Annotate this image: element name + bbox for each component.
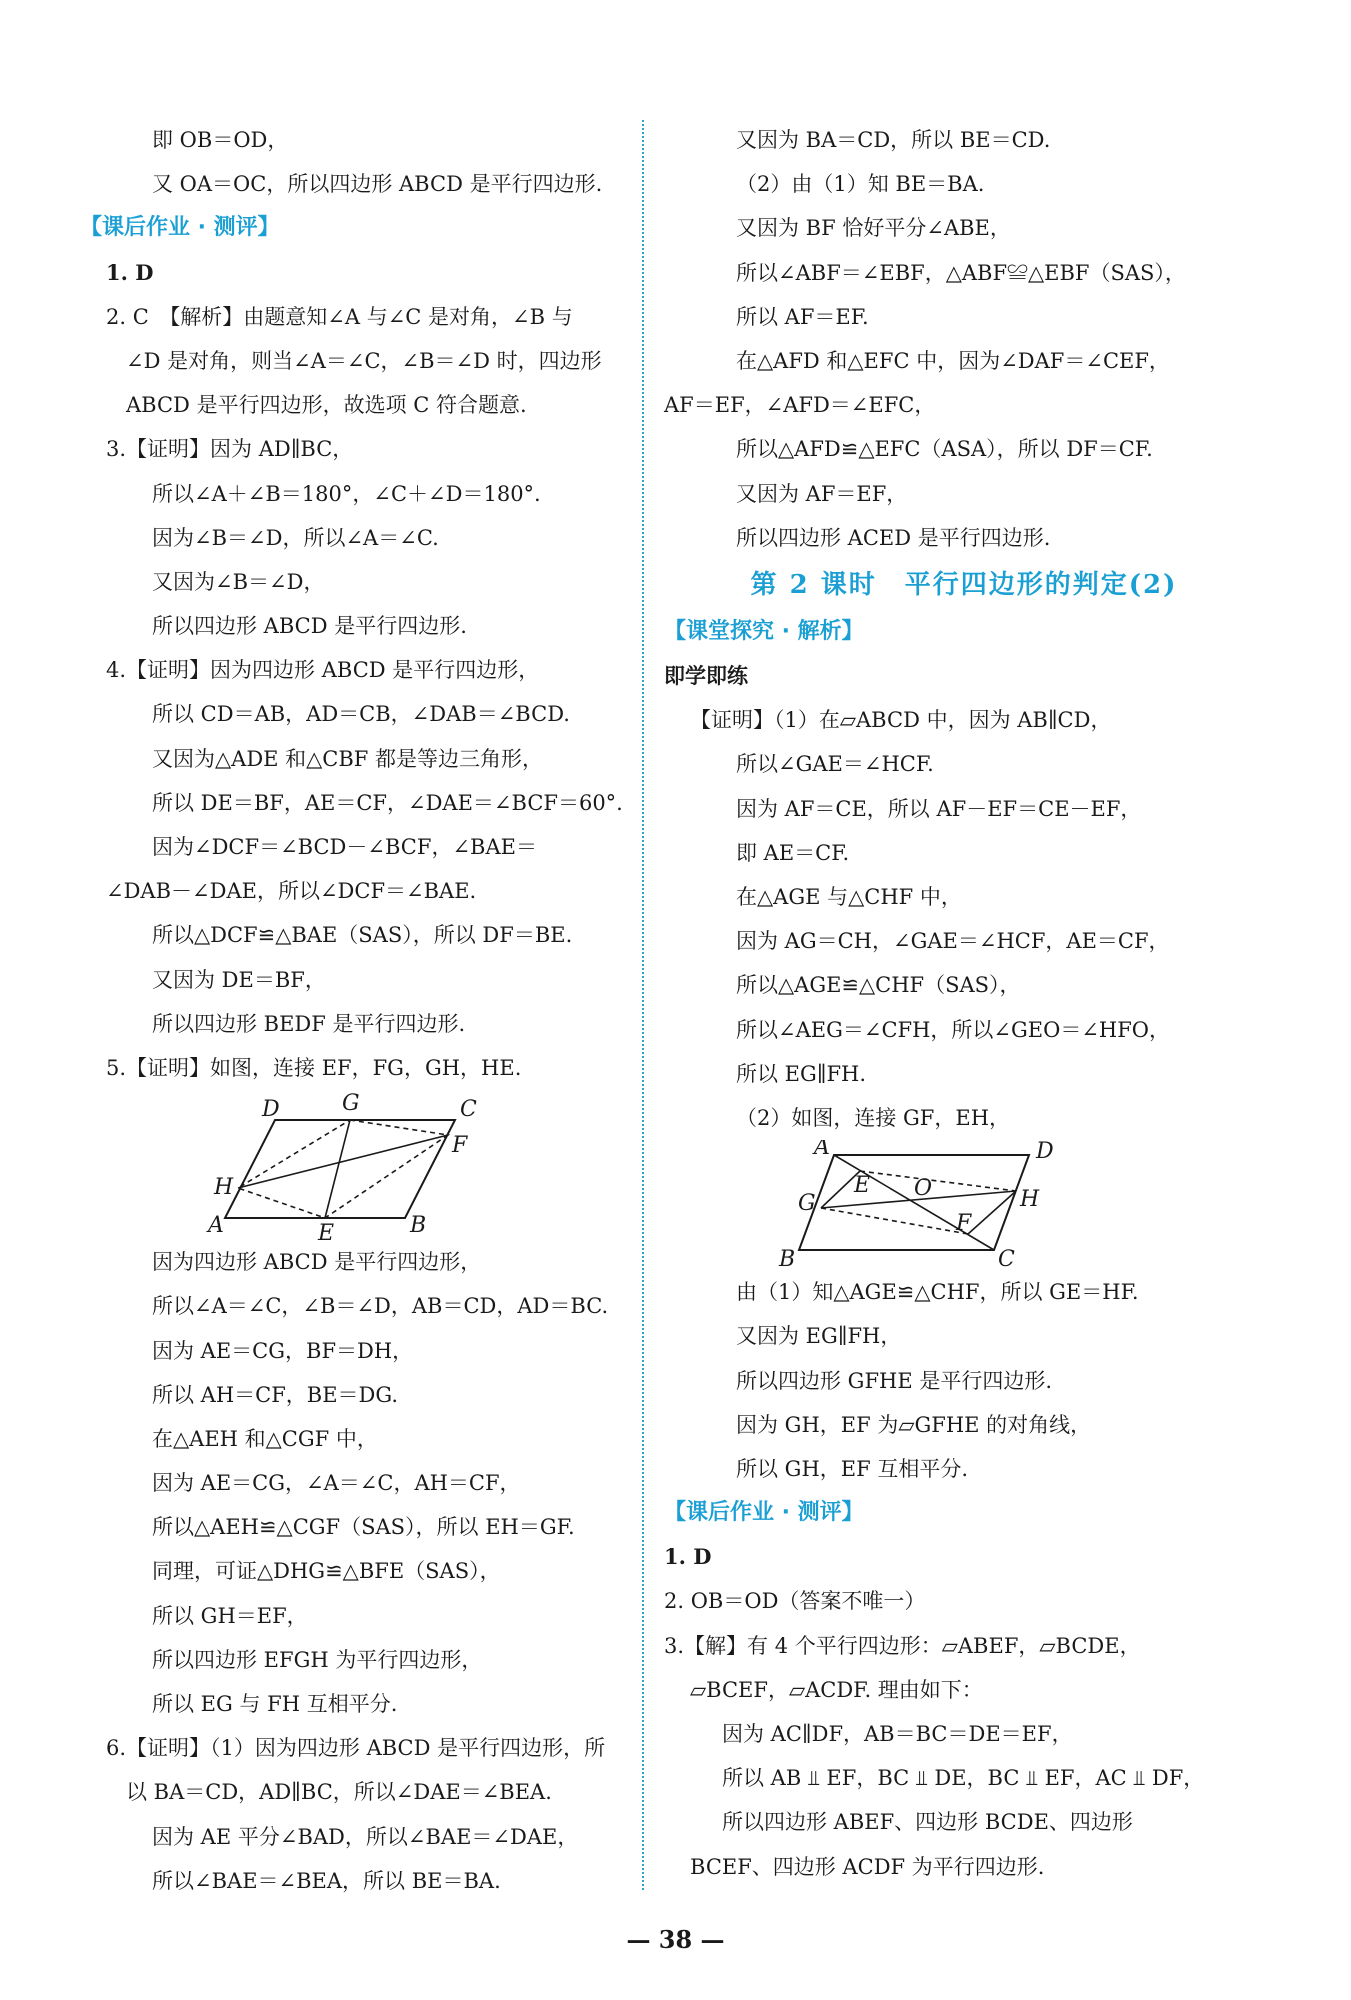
text-line: （2）如图，连接 GF，EH， xyxy=(736,1105,1011,1130)
section-heading: 【课后作业 · 测评】 xyxy=(80,215,280,241)
label-o: O xyxy=(914,1176,933,1202)
text-line: 同理，可证△DHG≌△BFE（SAS）， xyxy=(152,1559,501,1584)
figure-2-svg xyxy=(664,1140,1264,1270)
text-line: 所以∠GAE＝∠HCF. xyxy=(736,752,934,777)
text-line: 所以∠ABF＝∠EBF，△ABF≌△EBF（SAS）， xyxy=(736,260,1186,285)
text-line: 所以 AB ⫫ EF，BC ⫫ DE，BC ⫫ EF，AC ⫫ DF， xyxy=(722,1766,1205,1791)
text-line: 以 BA＝CD，AD∥BC，所以∠DAE＝∠BEA. xyxy=(126,1780,552,1805)
text-line: 因为 AF＝CE，所以 AF－EF＝CE－EF， xyxy=(736,796,1142,821)
text-line: 所以四边形 ABCD 是平行四边形. xyxy=(152,614,467,639)
label-b: B xyxy=(410,1213,427,1239)
text-line: 由（1）知△AGE≌△CHF，所以 GE＝HF. xyxy=(736,1280,1139,1305)
text-line: 又因为 BA＝CD，所以 BE＝CD. xyxy=(736,128,1051,152)
page-number: — 38 — xyxy=(626,1925,725,1954)
label-c: C xyxy=(998,1247,1015,1271)
text-line: 所以△AFD≌△EFC（ASA），所以 DF＝CF. xyxy=(736,437,1153,462)
label-a: A xyxy=(208,1213,224,1239)
section-heading: 【课堂探究 · 解析】 xyxy=(664,618,864,644)
label-e: E xyxy=(318,1221,335,1241)
text-line: 因为∠DCF＝∠BCD－∠BCF，∠BAE＝ xyxy=(152,835,537,859)
text-line: 所以 CD＝AB，AD＝CB，∠DAB＝∠BCD. xyxy=(152,702,570,727)
label-c: C xyxy=(460,1097,477,1123)
label-a: A xyxy=(814,1140,830,1161)
text-line: 所以 AF＝EF. xyxy=(736,304,869,329)
text-line: 所以 EG∥FH. xyxy=(736,1061,867,1086)
text-line: 因为四边形 ABCD 是平行四边形， xyxy=(152,1250,482,1275)
label-h: H xyxy=(1020,1187,1040,1213)
text-line: 所以四边形 EFGH 为平行四边形， xyxy=(152,1647,483,1672)
label-h: H xyxy=(214,1175,234,1201)
segment-ge xyxy=(325,1120,350,1218)
section-heading: 【课后作业 · 测评】 xyxy=(664,1500,864,1526)
text-line: 在△AEH 和△CGF 中， xyxy=(152,1426,378,1451)
label-g: G xyxy=(342,1091,360,1117)
answer-1: 1. D xyxy=(106,259,154,285)
text-line: ▱BCEF，▱ACDF. 理由如下： xyxy=(690,1677,983,1702)
text-line: 所以四边形 GFHE 是平行四边形. xyxy=(736,1368,1053,1393)
text-line: 所以∠A＋∠B＝180°，∠C＋∠D＝180°. xyxy=(152,481,541,506)
text-line: 所以△AEH≌△CGF（SAS），所以 EH＝GF. xyxy=(152,1515,575,1540)
text-line: 又因为 DE＝BF， xyxy=(152,967,326,992)
text-line: 因为 GH，EF 为▱GFHE 的对角线， xyxy=(736,1412,1092,1437)
figure-parallelogram-abcd xyxy=(80,1090,628,1240)
lesson-title: 第 2 课时 平行四边形的判定(2) xyxy=(750,569,1178,600)
text-line: 所以 GH＝EF， xyxy=(152,1603,308,1628)
text-line: ∠DAB－∠DAE，所以∠DCF＝∠BAE. xyxy=(106,879,477,904)
answer-3: 3.【解】有 4 个平行四边形：▱ABEF，▱BCDE， xyxy=(664,1633,1141,1658)
proof-start: 【证明】（1）在▱ABCD 中，因为 AB∥CD， xyxy=(690,708,1112,733)
text-line: 所以 EG 与 FH 互相平分. xyxy=(152,1692,398,1716)
text-line: 因为 AE＝CG，∠A＝∠C，AH＝CF， xyxy=(152,1471,521,1496)
text-line: 在△AGE 与△CHF 中， xyxy=(736,885,962,909)
text-line: ∠D 是对角，则当∠A＝∠C，∠B＝∠D 时，四边形 xyxy=(126,348,602,373)
text-line: 所以 GH，EF 互相平分. xyxy=(736,1456,969,1481)
text-line: 因为 AC∥DF，AB＝BC＝DE＝EF， xyxy=(722,1722,1073,1746)
answer-1: 1. D xyxy=(664,1544,712,1570)
text-line: 又因为 BF 恰好平分∠ABE， xyxy=(736,216,1011,241)
text-line: 又 OA＝OC，所以四边形 ABCD 是平行四边形. xyxy=(152,172,603,197)
text-line: 因为 AE＝CG，BF＝DH， xyxy=(152,1338,414,1363)
text-line: 所以四边形 ACED 是平行四边形. xyxy=(736,525,1051,550)
label-d: D xyxy=(1036,1140,1054,1165)
text-line: 所以 DE＝BF，AE＝CF，∠DAE＝∠BCF＝60°. xyxy=(152,790,623,815)
text-line: 所以∠AEG＝∠CFH，所以∠GEO＝∠HFO， xyxy=(736,1017,1171,1042)
text-line: 因为∠B＝∠D，所以∠A＝∠C. xyxy=(152,525,439,550)
answer-2: 2. OB＝OD（答案不唯一） xyxy=(664,1589,926,1614)
text-line: AF＝EF，∠AFD＝∠EFC， xyxy=(664,393,936,418)
text-line: 在△AFD 和△EFC 中，因为∠DAF＝∠CEF， xyxy=(736,348,1170,373)
text-line: ABCD 是平行四边形，故选项 C 符合题意. xyxy=(126,393,527,418)
figure-1-svg xyxy=(80,1090,628,1240)
label-f: F xyxy=(452,1133,468,1159)
answer-3: 3.【证明】因为 AD∥BC， xyxy=(106,437,354,462)
text-line: 所以 AH＝CF，BE＝DG. xyxy=(152,1382,399,1407)
label-f: F xyxy=(956,1211,972,1237)
right-column xyxy=(664,118,1264,1889)
text-line: 所以△AGE≌△CHF（SAS）， xyxy=(736,973,1021,998)
text-line: 又因为 EG∥FH， xyxy=(736,1324,902,1349)
label-b: B xyxy=(779,1247,796,1271)
text-line: 又因为∠B＝∠D， xyxy=(152,569,325,594)
label-e: E xyxy=(854,1173,871,1199)
quadrilateral-efgh xyxy=(238,1120,448,1218)
column-divider xyxy=(642,120,644,1890)
label-g: G xyxy=(798,1191,816,1217)
text-line: BCEF、四边形 ACDF 为平行四边形. xyxy=(690,1854,1045,1879)
text-line: 又因为 AF＝EF， xyxy=(736,481,908,506)
parallelogram-outline xyxy=(225,1120,455,1218)
label-d: D xyxy=(262,1097,280,1123)
text-line: 所以四边形 ABEF、四边形 BCDE、四边形 xyxy=(722,1810,1133,1835)
answer-6: 6.【证明】（1）因为四边形 ABCD 是平行四边形，所 xyxy=(106,1736,606,1761)
text-line: 又因为△ADE 和△CBF 都是等边三角形， xyxy=(152,746,544,771)
subsection-heading: 即学即练 xyxy=(664,664,748,689)
text-line: 即 OB＝OD， xyxy=(152,128,289,152)
segment-hf xyxy=(238,1135,448,1188)
figure-parallelogram-abcd-2 xyxy=(664,1140,1264,1270)
text-line: 所以∠BAE＝∠BEA，所以 BE＝BA. xyxy=(152,1868,501,1893)
answer-4: 4.【证明】因为四边形 ABCD 是平行四边形， xyxy=(106,658,540,683)
text-line: （2）由（1）知 BE＝BA. xyxy=(736,172,985,197)
text-line: 所以四边形 BEDF 是平行四边形. xyxy=(152,1011,466,1036)
text-line: 所以∠A＝∠C，∠B＝∠D，AB＝CD，AD＝BC. xyxy=(152,1294,609,1319)
answer-5: 5.【证明】如图，连接 EF，FG，GH，HE. xyxy=(106,1055,522,1080)
segment-eh xyxy=(860,1171,1016,1191)
left-column xyxy=(80,118,628,1903)
answer-2: 2. C 【解析】由题意知∠A 与∠C 是对角，∠B 与 xyxy=(106,304,573,329)
text-line: 所以△DCF≌△BAE（SAS），所以 DF＝BE. xyxy=(152,923,573,948)
text-line: 即 AE＝CF. xyxy=(736,840,850,865)
text-line: 因为 AG＝CH，∠GAE＝∠HCF，AE＝CF， xyxy=(736,929,1170,954)
text-line: 因为 AE 平分∠BAD，所以∠BAE＝∠DAE， xyxy=(152,1824,579,1849)
